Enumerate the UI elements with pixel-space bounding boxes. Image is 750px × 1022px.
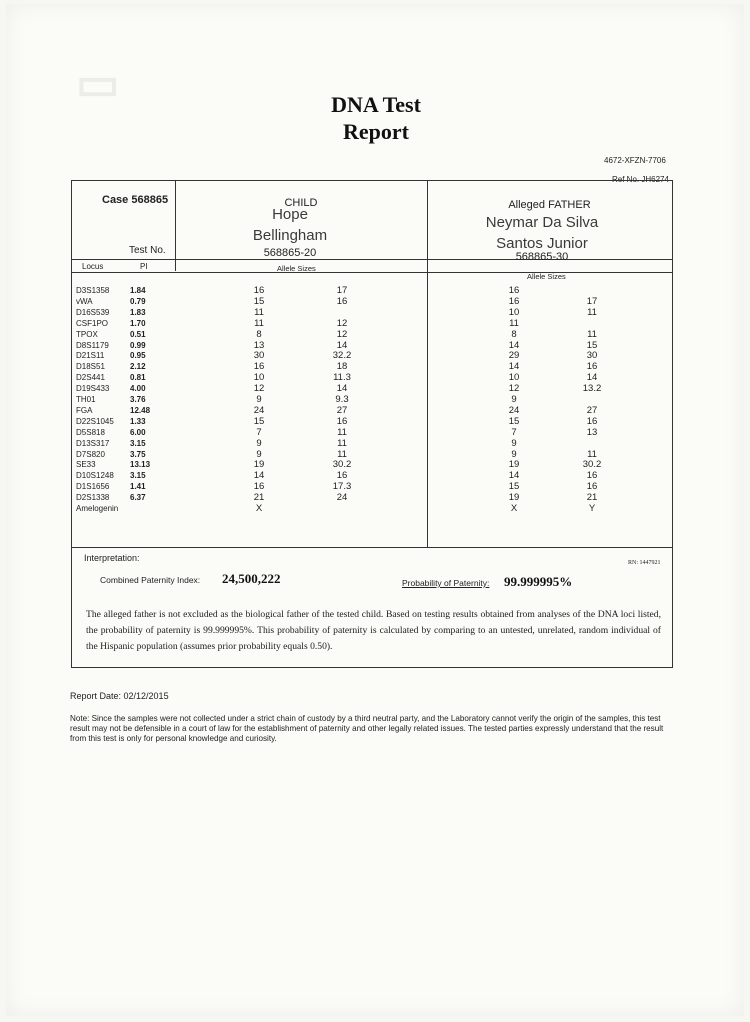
locus-cell: D21S11	[76, 351, 105, 361]
father-test-no: 568865-30	[515, 251, 569, 263]
father-allele-1: 12	[508, 383, 520, 395]
probability-value: 99.999995%	[504, 574, 573, 589]
pi-cell: 0.99	[130, 340, 146, 350]
child-name-line2: Bellingham	[252, 227, 328, 244]
table-row	[6, 449, 746, 460]
table-row	[6, 383, 746, 394]
pi-cell: 6.37	[130, 493, 146, 503]
child-allele-1: 7	[256, 426, 262, 438]
child-allele-2: 27	[336, 404, 348, 416]
father-allele-2: 16	[586, 470, 598, 482]
table-row	[6, 340, 746, 351]
table-bottom-divider	[72, 547, 672, 548]
father-allele-1: 10	[508, 306, 520, 318]
rn-number: RN: 1447921	[628, 560, 661, 566]
table-row	[6, 307, 746, 318]
father-allele-2: 30	[586, 350, 598, 362]
table-row	[6, 492, 746, 503]
pi-cell: 1.70	[130, 318, 146, 328]
locus-cell: CSF1PO	[76, 318, 109, 328]
pi-cell: 13.13	[130, 460, 151, 470]
father-allele-1: 15	[508, 415, 520, 427]
child-allele-1: 15	[253, 415, 265, 427]
father-allele-1: 16	[508, 285, 520, 296]
locus-cell: TH01	[76, 395, 96, 404]
pi-cell: 0.79	[130, 296, 146, 306]
pi-cell: 2.12	[130, 362, 146, 372]
table-row	[6, 427, 746, 438]
child-allele-2: 24	[336, 492, 348, 504]
child-allele-sizes-header: Allele Sizes	[277, 264, 316, 273]
locus-cell: D2S441	[76, 373, 105, 383]
father-allele-sizes-header: Allele Sizes	[527, 272, 566, 281]
father-allele-2: 11	[587, 328, 597, 340]
child-allele-1: 16	[253, 361, 265, 373]
locus-cell: D7S820	[76, 449, 105, 459]
locus-cell: D16S539	[76, 307, 110, 317]
report-title-line1: DNA Test	[331, 92, 421, 117]
father-allele-1: 9	[511, 448, 517, 460]
child-allele-1: 19	[253, 459, 265, 471]
father-allele-2: 21	[586, 492, 598, 504]
child-allele-2: 16	[336, 415, 348, 427]
child-allele-2: 14	[336, 339, 348, 351]
father-allele-1: 19	[508, 492, 520, 504]
father-allele-1: 16	[508, 295, 520, 307]
disclaimer-note: Note: Since the samples were not collected under a strict chain of custody by a third neutral party, and the Laboratory cannot verify the origin of the samples, this test result may not be defensible in a court of law for the establishment of paternity and other legally related issues. The tested parties expressly understand that the result from this test is only for personal knowledge and curiosity.	[70, 714, 664, 743]
father-allele-1: 10	[508, 372, 520, 384]
father-allele-2: 13	[586, 426, 598, 438]
father-allele-2: 17	[586, 295, 598, 307]
table-row	[6, 350, 746, 361]
child-allele-2: 12	[336, 328, 348, 340]
table-row	[6, 438, 746, 449]
locus-cell: D22S1045	[76, 416, 114, 426]
father-allele-2: 16	[586, 415, 598, 427]
child-allele-1: 9	[256, 437, 262, 449]
table-row	[6, 459, 746, 470]
child-allele-2: 14	[336, 383, 348, 395]
father-name-line1: Neymar Da Silva	[485, 214, 599, 231]
locus-cell: D5S818	[76, 427, 105, 437]
locus-cell: D8S1179	[76, 340, 109, 350]
father-allele-1: 29	[508, 350, 520, 362]
report-date: Report Date: 02/12/2015	[70, 691, 169, 701]
table-row	[6, 470, 746, 481]
child-allele-2: 11	[337, 448, 347, 460]
child-allele-2: 17.3	[332, 481, 352, 493]
locus-cell: TPOX	[76, 329, 98, 339]
pi-cell: 0.95	[130, 351, 146, 361]
table-row	[6, 416, 746, 427]
child-allele-1: 8	[256, 328, 262, 340]
child-allele-2: 9.3	[335, 394, 349, 405]
father-allele-1: 14	[508, 339, 520, 351]
father-allele-2: 11	[587, 448, 597, 460]
faded-logo: ▭	[76, 57, 120, 109]
father-allele-2: 15	[586, 339, 598, 351]
father-allele-2: 27	[586, 404, 598, 416]
locus-header: Locus	[82, 262, 104, 271]
pi-header: PI	[140, 262, 148, 271]
child-allele-1: 14	[253, 470, 265, 482]
father-allele-1: 7	[511, 426, 517, 438]
cpi-value: 24,500,222	[222, 571, 281, 586]
table-row	[6, 329, 746, 340]
father-allele-2: 16	[586, 361, 598, 373]
father-allele-2: Y	[588, 503, 596, 514]
table-row	[6, 285, 746, 296]
child-allele-2: 11.3	[333, 372, 351, 384]
child-name-line1: Hope	[272, 206, 308, 223]
child-allele-2: 11	[337, 426, 347, 438]
table-row	[6, 318, 746, 329]
pi-cell: 6.00	[130, 427, 146, 437]
child-allele-1: 11	[254, 317, 264, 329]
child-allele-2: 16	[336, 295, 348, 307]
interpretation-text: The alleged father is not excluded as the biological father of the tested child. Based on testing results obtained from analyses of the DNA loci listed, the probability of paternity is 99.999995%. This probability of paternity is calculated by comparing to an untested, unrelated, random individual of the Hispanic population (assumes prior probability equals 0.50).	[86, 609, 661, 652]
child-allele-2: 32.2	[332, 350, 352, 362]
father-allele-1: 24	[508, 404, 520, 416]
locus-cell: D18S51	[76, 362, 105, 372]
document-code: 4672-XFZN-7706	[604, 156, 666, 165]
table-row	[6, 405, 746, 416]
pi-cell: 0.81	[130, 373, 146, 383]
case-number: Case 568865	[102, 194, 169, 206]
locus-cell: SE33	[76, 460, 96, 470]
child-allele-1: 16	[253, 285, 265, 296]
child-allele-2: 12	[336, 317, 348, 329]
interpretation-label: Interpretation:	[84, 553, 140, 563]
child-allele-2: 18	[336, 361, 348, 373]
table-row	[6, 394, 746, 405]
father-heading: Alleged FATHER	[508, 199, 591, 211]
child-allele-1: 9	[256, 448, 262, 460]
pi-cell: 12.48	[130, 405, 151, 415]
child-allele-1: 11	[254, 306, 264, 318]
father-name-line2: Santos Junior	[496, 235, 588, 252]
child-allele-2: 16	[336, 470, 348, 482]
child-allele-1: 24	[253, 404, 265, 416]
pi-cell: 1.33	[130, 416, 146, 426]
child-allele-2: 17	[336, 285, 348, 296]
child-allele-2: 11	[337, 437, 347, 449]
pi-cell: 3.76	[130, 395, 146, 404]
pi-cell: 1.83	[130, 307, 146, 317]
pi-cell: 0.51	[130, 329, 146, 339]
locus-cell: D3S1358	[76, 286, 110, 295]
child-heading: CHILD	[284, 197, 318, 209]
cpi-label: Combined Paternity Index:	[100, 575, 201, 585]
father-allele-2: 11	[587, 306, 597, 318]
pi-cell: 1.84	[130, 286, 146, 295]
father-allele-1: 9	[511, 394, 517, 405]
probability-label: Probability of Paternity:	[402, 578, 490, 588]
father-allele-1: 19	[508, 459, 520, 471]
header-divider	[72, 272, 672, 273]
locus-cell: D2S1338	[76, 493, 110, 503]
pi-cell: 3.15	[130, 471, 146, 481]
pi-cell: 1.41	[130, 482, 146, 492]
father-allele-1: 15	[508, 481, 520, 493]
locus-cell: D10S1248	[76, 471, 114, 481]
father-allele-1: 14	[508, 470, 520, 482]
table-row	[6, 361, 746, 372]
pi-cell: 3.75	[130, 449, 146, 459]
table-row	[6, 481, 746, 492]
child-allele-1: 9	[256, 394, 262, 405]
locus-cell: D19S433	[76, 384, 110, 394]
locus-cell: D1S1656	[76, 482, 110, 492]
child-allele-1: X	[255, 503, 263, 514]
locus-cell: Amelogenin	[76, 504, 119, 513]
reference-number: Ref No. JH6274	[612, 175, 669, 184]
father-allele-1: 9	[511, 437, 517, 449]
father-allele-2: 30.2	[582, 459, 602, 471]
test-no-label: Test No.	[129, 245, 166, 256]
table-row	[6, 503, 746, 514]
father-allele-1: 14	[508, 361, 520, 373]
report-title-line2: Report	[343, 119, 409, 144]
child-allele-1: 12	[253, 383, 265, 395]
child-allele-1: 21	[253, 492, 265, 504]
locus-cell: vWA	[76, 296, 93, 306]
father-allele-2: 16	[586, 481, 598, 493]
pi-cell: 4.00	[130, 384, 146, 394]
father-allele-2: 14	[586, 372, 598, 384]
child-allele-1: 10	[253, 372, 265, 384]
locus-cell: FGA	[76, 405, 93, 415]
father-allele-1: X	[510, 503, 518, 514]
table-row	[6, 296, 746, 307]
pi-cell: 3.15	[130, 438, 146, 448]
father-allele-2: 13.2	[582, 383, 602, 395]
locus-cell: D13S317	[76, 438, 110, 448]
table-row	[6, 372, 746, 383]
child-test-no: 568865-20	[263, 247, 317, 259]
father-allele-1: 11	[509, 317, 519, 329]
child-allele-2: 30.2	[332, 459, 352, 471]
child-allele-1: 13	[253, 339, 265, 351]
child-allele-1: 16	[253, 481, 265, 493]
father-allele-1: 8	[511, 328, 517, 340]
child-allele-1: 30	[253, 350, 265, 362]
report-page	[6, 4, 744, 1016]
child-allele-1: 15	[253, 295, 265, 307]
